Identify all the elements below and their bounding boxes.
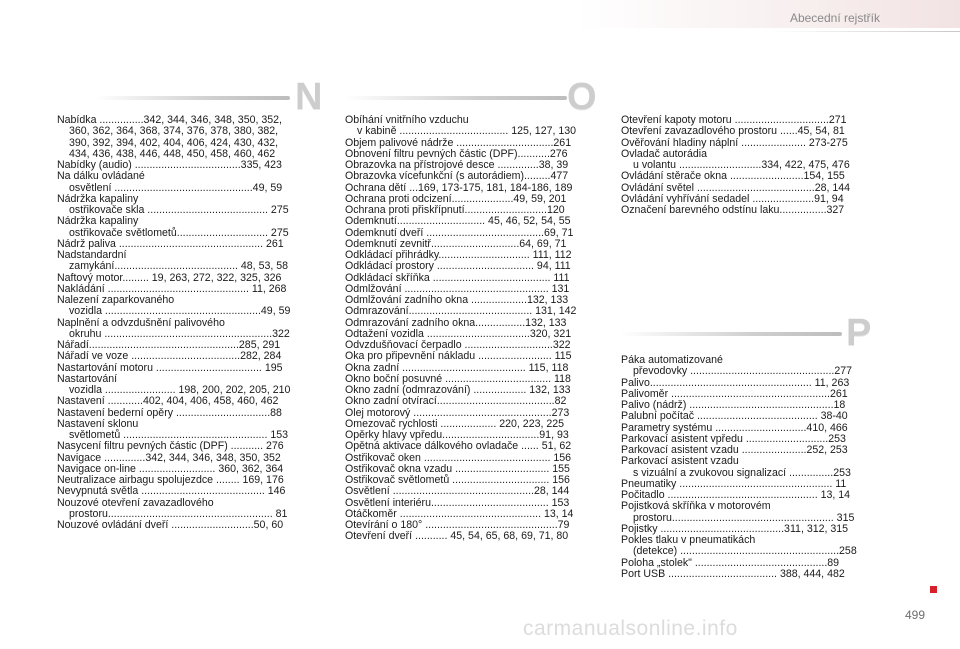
index-term-continuation: 434, 436, 438, 446, 448, 450, 458, 460, 462: [69, 147, 276, 160]
section-rule: [620, 332, 842, 336]
index-entry: [345, 486, 597, 497]
index-term-continuation: vozidla ........................ 198, 200, 202, 205, 210: [69, 384, 291, 396]
index-term: Poloha „stolek" .............................................89: [621, 556, 840, 569]
index-column-o: [345, 115, 597, 543]
watermark-text: carmanualsonline.info: [523, 617, 738, 640]
index-term: Parametry systému ...............................410, 466: [621, 421, 848, 434]
index-entry: [621, 411, 872, 422]
index-term: Označení barevného odstínu laku................327: [621, 204, 845, 216]
index-term-continuation: zamykání.......................................... 48, 53, 58: [69, 260, 289, 273]
index-entry: [57, 441, 321, 452]
index-term: Nářadí ve voze .....................................282, 284: [57, 350, 282, 363]
index-term: Pokles tlaku v pneumatikách: [621, 534, 756, 546]
section-heading-o: [345, 76, 597, 118]
index-term: Odmlžování zadního okna ...................132, 133: [345, 294, 569, 306]
index-term: Pojistková skříňka v motorovém: [621, 500, 771, 513]
index-entry: [621, 355, 872, 378]
index-term: Ovládání stěrače okna .........................154, 155: [621, 170, 845, 183]
index-term: Ovládání světel ........................................28, 144: [621, 181, 851, 194]
index-term: Ostřikovač světlometů ................................. 156: [345, 474, 570, 486]
index-term: Nevypnutá světla .......................................... 146: [57, 485, 286, 498]
index-term-continuation: osvětlení ...............................................49, 59: [69, 181, 283, 194]
index-term-continuation: 360, 362, 364, 368, 374, 376, 378, 380, 382,: [69, 125, 279, 138]
index-term: Naftový motor......... 19, 263, 272, 322, 325, 326: [57, 271, 282, 284]
index-entry: [345, 351, 597, 362]
index-term: Nastartování motoru .................................... 195: [57, 361, 283, 374]
index-term: Otevírání o 180° .............................................79: [345, 519, 570, 531]
index-entry: [345, 306, 597, 317]
index-term: Nasycení filtru pevných částic (DPF) ........... 276: [57, 440, 284, 453]
index-term: Odmlžování ................................................. 131: [345, 282, 570, 295]
index-term: Nastavení ............402, 404, 406, 458, 460, 462: [57, 395, 279, 408]
index-term: Objem palivové nádrže .................................261: [345, 136, 572, 149]
index-term: Nouzové otevření zavazadlového: [57, 496, 214, 509]
index-entry: [345, 171, 597, 182]
page-header-title: Abecední rejstřík: [789, 11, 880, 25]
index-term: Ochrana proti přiskřípnutí............................120: [345, 204, 565, 216]
index-term: Parkovací asistent vzadu: [621, 455, 739, 468]
section-heading-n: [95, 76, 323, 118]
index-term: Obnovení filtru pevných částic (DPF)...........276: [345, 147, 568, 160]
index-term: Nabídky (audio) ....................................335, 423: [57, 159, 282, 171]
index-term: Pojistky ..........................................311, 312, 315: [621, 522, 849, 535]
index-term: Odvzdušňovací čerpadlo ..............................322: [345, 339, 571, 351]
index-term: Olej motorový ...............................................273: [345, 406, 570, 419]
index-term: Parkovací asistent vpředu ............................253: [621, 432, 846, 445]
index-term: Palivoměr ......................................................261: [621, 387, 848, 400]
index-entry: [57, 351, 321, 362]
index-term-continuation: s vizuální a zvukovou signalizací ...............253: [633, 466, 851, 479]
index-term: Otevření dveří ........... 45, 54, 65, 68, 69, 71, 80: [345, 530, 569, 543]
section-letter: N: [295, 76, 323, 118]
index-entry: [621, 456, 872, 479]
index-entry: [345, 396, 597, 407]
index-entry: [57, 318, 321, 341]
index-term: Obrazovka na přístrojové desce ..............38, 39: [345, 159, 569, 171]
index-column-p: [621, 355, 872, 580]
index-entry: [345, 441, 597, 452]
index-term: Oka pro připevnění nákladu ......................... 115: [345, 350, 572, 363]
page-marker: [930, 586, 937, 593]
index-term: Nádržka kapaliny: [57, 192, 139, 205]
index-term: Nouzové ovládání dveří ............................50, 60: [57, 519, 284, 531]
index-term: Nádržka kapaliny: [57, 215, 139, 228]
index-term: Na dálku ovládané: [57, 170, 145, 183]
section-letter: P: [846, 312, 872, 354]
index-term: Nastartování: [57, 372, 118, 385]
index-term: Navigace ..............342, 344, 346, 348, 350, 352: [57, 451, 281, 464]
index-term: Nastavení sklonu: [57, 417, 139, 430]
index-entry: [621, 149, 872, 172]
header-divider: [770, 31, 960, 32]
index-term: Neutralizace airbagu spolujezdce ........ 169, 176: [57, 474, 284, 486]
index-term: Opětná aktivace dálkového ovladače ...... 51, 62: [345, 440, 572, 453]
index-term: Okna zadní .......................................... 115, 118: [345, 361, 569, 374]
index-term-continuation: 390, 392, 394, 402, 404, 406, 424, 430, 432,: [69, 136, 279, 149]
index-term-continuation: (detekce) ......................................................258: [633, 545, 857, 558]
index-column-o-continued: [621, 115, 872, 216]
index-term: Počitadlo ................................................... 13, 14: [621, 489, 851, 501]
index-term: Odemknutí.............................. 45, 46, 52, 54, 55: [345, 215, 571, 228]
index-term-continuation: ostřikovače skla ......................................... 275: [69, 204, 289, 216]
index-term: Nakládání ................................................ 11, 268: [57, 282, 287, 295]
index-term: Ochrana dětí ...169, 173-175, 181, 184-186, 189: [345, 181, 573, 194]
index-entry: [621, 205, 872, 216]
index-entry: [345, 115, 597, 138]
index-term: Osvětlení interiéru........................................ 153: [345, 496, 570, 509]
index-term: Nabídka ...............342, 344, 346, 348, 350, 352,: [57, 114, 282, 126]
index-entry: [57, 374, 321, 397]
index-term: Otevření zavazadlového prostoru ......45, 54, 81: [621, 125, 845, 138]
index-entry: [621, 171, 872, 182]
index-term-continuation: světlometů ................................................. 153: [69, 429, 289, 441]
section-letter: O: [567, 76, 597, 118]
index-term: Odemknutí zevnitř..............................64, 69, 71: [345, 237, 567, 250]
index-term: Obíhání vnitřního vzduchu: [345, 114, 469, 126]
index-term: Odkládací přihrádky............................... 111, 112: [345, 249, 572, 261]
index-entry: [57, 498, 321, 521]
index-term: Obrazovka vícefunkční (s autorádiem).........477: [345, 170, 569, 183]
index-term-continuation: prostoru....................................................... 315: [633, 511, 855, 524]
index-term: Nastavení bederní opěry ................................88: [57, 406, 282, 419]
index-entry: [57, 171, 321, 194]
index-term: Nadstandardní: [57, 249, 127, 261]
index-entry: [57, 486, 321, 497]
index-term: Odkládací skříňka ........................................ 111: [345, 271, 570, 284]
index-term-continuation: u volantu ............................334, 422, 475, 476: [633, 159, 850, 171]
index-term: Okno zadní (odmrazování) .................. 132, 133: [345, 384, 571, 396]
index-term: Odmrazování.......................................... 131, 142: [345, 305, 577, 318]
index-entry: [345, 216, 597, 227]
index-term: Odmrazování zadního okna.................132, 133: [345, 316, 567, 329]
index-entry: [57, 115, 321, 160]
index-term-continuation: ostřikovače světlometů............................... 275: [69, 226, 289, 239]
index-term: Páka automatizované: [621, 354, 723, 366]
index-term: Odemknutí dveří ........................................69, 71: [345, 226, 574, 239]
index-term: Ovládání vyhřívání sedadel .....................91, 94: [621, 192, 844, 205]
index-entry: [621, 126, 872, 137]
index-entry: [57, 520, 321, 531]
index-term: Naplnění a odvzdušnění palivového: [57, 316, 225, 329]
index-term: Opěrky hlavy vpředu.................................91, 93: [345, 429, 569, 441]
index-entry: [57, 419, 321, 442]
index-term: Otáčkoměr ................................................ 13, 14: [345, 507, 574, 520]
index-entry: [621, 501, 872, 524]
index-entry: [57, 396, 321, 407]
index-entry: [57, 216, 321, 239]
index-term: Nářadí...................................................285, 291: [57, 339, 281, 351]
index-term: Otevření kapoty motoru ................................271: [621, 114, 847, 126]
index-term-continuation: v kabině ..................................... 125, 127, 130: [357, 125, 577, 138]
index-term-continuation: okruhu .........................................................322: [69, 327, 290, 340]
index-term: Ostřikovač okna vzadu ................................ 155: [345, 462, 570, 475]
index-term: Omezovač rychlosti ................... 220, 223, 225: [345, 417, 565, 430]
index-entry: [57, 194, 321, 217]
index-entry: [345, 531, 597, 542]
index-term: Ověřování hladiny náplní ...................... 273-275: [621, 136, 848, 149]
index-term: Port USB ..................................... 388, 444, 482: [621, 567, 845, 580]
index-term: Okno boční posuvné .................................... 118: [345, 372, 571, 385]
index-entry: [57, 250, 321, 273]
index-term-continuation: vozidla .....................................................49, 59: [69, 305, 291, 318]
index-term: Nalezení zaparkovaného: [57, 294, 175, 306]
index-term: Ovladač autorádia: [621, 147, 707, 160]
index-term-continuation: převodovky .................................................277: [633, 365, 853, 378]
index-column-n: [57, 115, 321, 531]
index-entry: [621, 535, 872, 558]
section-heading-p: [620, 312, 872, 354]
index-entry: [621, 569, 872, 580]
index-term: Pneumatiky .................................................... 11: [621, 477, 847, 490]
index-term: Odkládací prostory ................................. 94, 111: [345, 260, 571, 273]
index-term: Palivo (nádrž) .................................................18: [621, 399, 846, 411]
index-term: Ochrana proti odcizení.....................49, 59, 201: [345, 192, 567, 205]
index-entry: [57, 295, 321, 318]
index-term-continuation: prostoru........................................................ 81: [69, 507, 288, 520]
index-term: Okno zadní otvírací........................................82: [345, 395, 567, 408]
page-number: 499: [905, 608, 926, 622]
index-term: Palubní počítač ......................................... 38-40: [621, 410, 848, 423]
index-entry: [345, 261, 597, 272]
index-term: Odtažení vozidla ...................................320, 321: [345, 327, 572, 340]
index-term: Parkovací asistent vzadu ......................252, 253: [621, 444, 848, 456]
index-term: Nádrž paliva ................................................. 261: [57, 237, 284, 250]
section-rule: [95, 96, 290, 100]
index-term: Osvětlení ................................................28, 144: [345, 485, 570, 498]
index-term: Palivo....................................................... 11, 263: [621, 376, 850, 389]
index-term: Navigace on-line .......................... 360, 362, 364: [57, 462, 284, 475]
index-term: Ostřikovač oken ........................................... 156: [345, 451, 572, 464]
section-rule: [345, 96, 567, 100]
